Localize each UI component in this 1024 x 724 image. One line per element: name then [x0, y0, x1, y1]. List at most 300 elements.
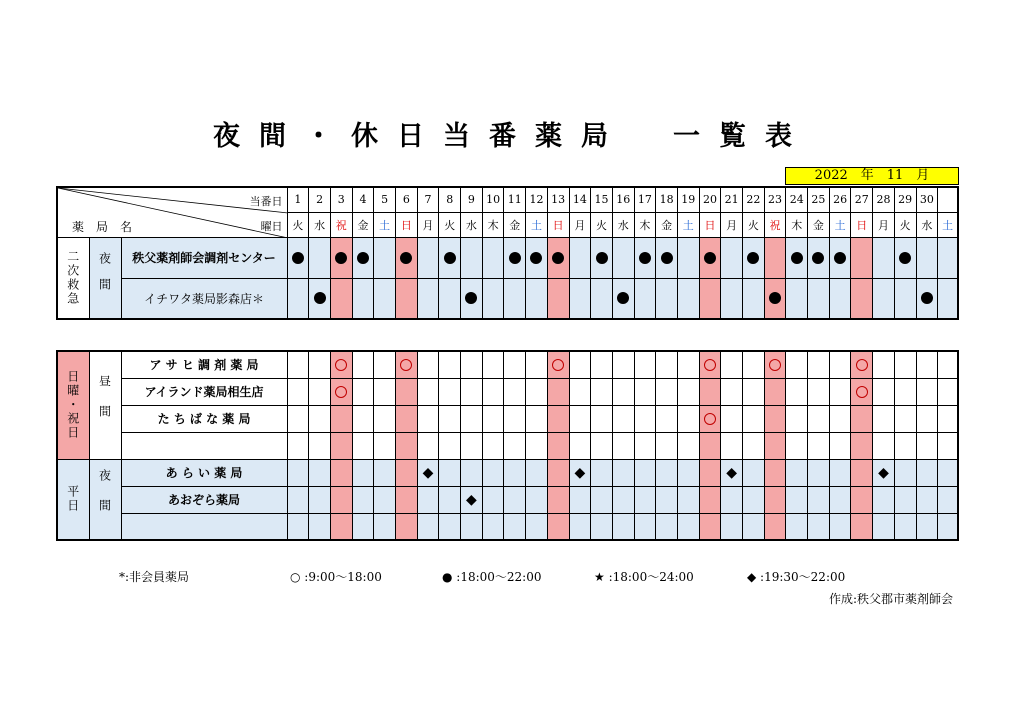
- schedule-cell: [352, 432, 374, 459]
- schedule-cell: [374, 459, 396, 486]
- schedule-cell: [894, 351, 916, 378]
- schedule-cell: [699, 378, 721, 405]
- weekday-cell: 土: [677, 212, 699, 237]
- schedule-cell: [569, 378, 591, 405]
- day-number: 8: [439, 187, 461, 212]
- schedule-cell: [764, 237, 786, 278]
- duty-mark: [856, 357, 868, 373]
- schedule-cell: [287, 278, 309, 319]
- schedule-cell: [873, 405, 895, 432]
- day-number: 23: [764, 187, 786, 212]
- pharmacy-name: イチワタ薬局影森店＊: [121, 278, 287, 319]
- duty-mark: [509, 250, 521, 266]
- schedule-cell: [764, 513, 786, 540]
- schedule-cell: [677, 513, 699, 540]
- day-number: 10: [482, 187, 504, 212]
- schedule-cell: [569, 405, 591, 432]
- day-number: 18: [656, 187, 678, 212]
- schedule-cell: [851, 432, 873, 459]
- weekday-cell: 木: [482, 212, 504, 237]
- schedule-cell: [656, 486, 678, 513]
- schedule-cell: [938, 378, 958, 405]
- weekday-cell: 金: [656, 212, 678, 237]
- schedule-cell: [656, 278, 678, 319]
- schedule-cell: [309, 278, 331, 319]
- schedule-cell: [634, 405, 656, 432]
- schedule-cell: [504, 405, 526, 432]
- schedule-cell: [482, 278, 504, 319]
- schedule-cell: [439, 237, 461, 278]
- weekday-cell: 水: [309, 212, 331, 237]
- schedule-cell: [504, 486, 526, 513]
- schedule-cell: [526, 278, 548, 319]
- schedule-cell: [938, 513, 958, 540]
- schedule-cell: [417, 237, 439, 278]
- schedule-cell: [808, 513, 830, 540]
- schedule-cell: [461, 459, 483, 486]
- weekday-category-text: 平日: [65, 485, 80, 514]
- weekday-cell: 土: [374, 212, 396, 237]
- schedule-cell: [894, 278, 916, 319]
- schedule-cell: [699, 486, 721, 513]
- schedule-cell: [851, 513, 873, 540]
- schedule-cell: [699, 432, 721, 459]
- pharmacy-name: た ち ば な 薬 局: [121, 405, 287, 432]
- schedule-cell: [764, 432, 786, 459]
- emergency-period-text: 夜間: [97, 251, 112, 304]
- schedule-cell: [829, 513, 851, 540]
- holiday-period: [89, 351, 121, 459]
- schedule-cell: [916, 486, 938, 513]
- day-number: 26: [829, 187, 851, 212]
- schedule-cell: [743, 237, 765, 278]
- schedule-cell: [851, 278, 873, 319]
- schedule-cell: [287, 513, 309, 540]
- schedule-cell: [526, 237, 548, 278]
- schedule-cell: [547, 432, 569, 459]
- schedule-cell: [461, 513, 483, 540]
- schedule-cell: [396, 405, 418, 432]
- day-number: 7: [417, 187, 439, 212]
- day-number: 27: [851, 187, 873, 212]
- pharmacy-name-label: 薬局名: [72, 220, 145, 234]
- day-number: 3: [330, 187, 352, 212]
- duty-mark: [639, 250, 651, 266]
- schedule-cell: [330, 378, 352, 405]
- schedule-cell: [656, 378, 678, 405]
- duty-day-label: 当番日: [249, 195, 283, 208]
- legend-nonmember: *:非会員薬局: [119, 570, 190, 584]
- schedule-cell: [330, 486, 352, 513]
- schedule-cell: [591, 278, 613, 319]
- schedule-cell: [808, 351, 830, 378]
- day-number: 1: [287, 187, 309, 212]
- duty-mark: [400, 357, 412, 373]
- weekday-cell: 月: [721, 212, 743, 237]
- weekday-cell: 祝: [764, 212, 786, 237]
- schedule-cell: [482, 486, 504, 513]
- holiday-category: [57, 351, 89, 459]
- schedule-cell: [396, 278, 418, 319]
- schedule-cell: [808, 405, 830, 432]
- legend-diamond: ◆ :19:30～22:00: [747, 570, 846, 584]
- schedule-cell: [330, 405, 352, 432]
- schedule-cell: [829, 459, 851, 486]
- schedule-cell: [439, 432, 461, 459]
- schedule-cell: [396, 459, 418, 486]
- schedule-cell: [591, 432, 613, 459]
- schedule-cell: [808, 459, 830, 486]
- weekday-cell: 水: [916, 212, 938, 237]
- schedule-cell: [764, 486, 786, 513]
- schedule-cell: [938, 486, 958, 513]
- weekday-cell: 祝: [330, 212, 352, 237]
- schedule-cell: [851, 486, 873, 513]
- schedule-cell: [764, 278, 786, 319]
- weekday-cell: 月: [417, 212, 439, 237]
- schedule-cell: [287, 378, 309, 405]
- duty-mark: [617, 290, 629, 306]
- duty-mark: [335, 357, 347, 373]
- schedule-cell: [461, 351, 483, 378]
- schedule-cell: [808, 486, 830, 513]
- schedule-cell: [938, 278, 958, 319]
- schedule-cell: [873, 432, 895, 459]
- duty-mark: ◆: [466, 491, 477, 508]
- schedule-cell: [699, 351, 721, 378]
- schedule-cell: [612, 351, 634, 378]
- day-number: 24: [786, 187, 808, 212]
- schedule-cell: [634, 486, 656, 513]
- schedule-cell: [808, 237, 830, 278]
- schedule-cell: [287, 432, 309, 459]
- header-diagonal-cell: [57, 187, 287, 237]
- schedule-cell: [699, 237, 721, 278]
- schedule-cell: [352, 405, 374, 432]
- schedule-cell: [851, 459, 873, 486]
- schedule-cell: [352, 237, 374, 278]
- weekday-cell: 木: [634, 212, 656, 237]
- schedule-cell: [677, 237, 699, 278]
- duty-mark: [357, 250, 369, 266]
- weekday-cell: 金: [352, 212, 374, 237]
- schedule-cell: [330, 459, 352, 486]
- schedule-cell: [417, 378, 439, 405]
- schedule-cell: [591, 513, 613, 540]
- schedule-cell: [547, 351, 569, 378]
- schedule-cell: [721, 378, 743, 405]
- schedule-cell: [482, 405, 504, 432]
- schedule-cell: [916, 378, 938, 405]
- schedule-cell: [374, 432, 396, 459]
- schedule-cell: [547, 459, 569, 486]
- schedule-cell: [396, 513, 418, 540]
- schedule-cell: [938, 459, 958, 486]
- schedule-cell: [547, 405, 569, 432]
- schedule-cell: [352, 351, 374, 378]
- schedule-cell: [374, 405, 396, 432]
- schedule-cell: [396, 237, 418, 278]
- weekday-label: 曜日: [260, 220, 283, 233]
- schedule-cell: [504, 237, 526, 278]
- schedule-cell: [309, 405, 331, 432]
- schedule-cell: [526, 432, 548, 459]
- weekday-cell: 日: [699, 212, 721, 237]
- schedule-cell: [309, 378, 331, 405]
- legend-circle: ○ :9:00～18:00: [290, 570, 382, 584]
- weekday-cell: 土: [829, 212, 851, 237]
- schedule-cell: [439, 378, 461, 405]
- schedule-cell: [829, 405, 851, 432]
- schedule-cell: [721, 486, 743, 513]
- duty-mark: [400, 250, 412, 266]
- schedule-cell: [873, 486, 895, 513]
- schedule-cell: [309, 432, 331, 459]
- page-title: 夜間・休日当番薬局 一覧表: [213, 121, 811, 152]
- schedule-cell: [656, 405, 678, 432]
- duty-mark: [856, 384, 868, 400]
- schedule-cell: [374, 378, 396, 405]
- weekday-cell: 月: [873, 212, 895, 237]
- schedule-cell: [287, 351, 309, 378]
- schedule-cell: [547, 278, 569, 319]
- emergency-period: [89, 237, 121, 319]
- emergency-category-text: 二次救急: [65, 249, 80, 306]
- schedule-cell: [309, 237, 331, 278]
- schedule-cell: [569, 486, 591, 513]
- schedule-cell: [829, 351, 851, 378]
- schedule-cell: [482, 237, 504, 278]
- day-number: 13: [547, 187, 569, 212]
- schedule-cell: [612, 378, 634, 405]
- schedule-cell: [396, 432, 418, 459]
- duty-mark: [335, 250, 347, 266]
- schedule-cell: [764, 378, 786, 405]
- schedule-cell: [894, 432, 916, 459]
- duty-mark: [596, 250, 608, 266]
- schedule-cell: [591, 378, 613, 405]
- schedule-cell: [743, 378, 765, 405]
- schedule-cell: [439, 486, 461, 513]
- year-month-label: 2022 年 11 月: [785, 167, 959, 185]
- pharmacy-name: アイランド薬局相生店: [121, 378, 287, 405]
- pharmacy-name: ア サ ヒ 調 剤 薬 局: [121, 351, 287, 378]
- schedule-cell: [743, 405, 765, 432]
- schedule-cell: [677, 378, 699, 405]
- duty-mark: [530, 250, 542, 266]
- schedule-cell: [829, 378, 851, 405]
- duty-mark: ◆: [422, 464, 434, 481]
- schedule-cell: [829, 486, 851, 513]
- day-number: 9: [461, 187, 483, 212]
- schedule-cell: [439, 459, 461, 486]
- schedule-cell: [764, 351, 786, 378]
- schedule-cell: [569, 513, 591, 540]
- schedule-cell: [547, 237, 569, 278]
- schedule-cell: [526, 513, 548, 540]
- schedule-cell: [916, 237, 938, 278]
- schedule-cell: [482, 432, 504, 459]
- schedule-cell: [526, 351, 548, 378]
- schedule-cell: [330, 278, 352, 319]
- schedule-cell: [374, 513, 396, 540]
- schedule-cell: [634, 459, 656, 486]
- schedule-cell: [504, 378, 526, 405]
- duty-mark: [769, 357, 781, 373]
- schedule-cell: [699, 278, 721, 319]
- schedule-cell: [916, 351, 938, 378]
- schedule-cell: [634, 378, 656, 405]
- schedule-cell: [656, 513, 678, 540]
- schedule-cell: [634, 237, 656, 278]
- schedule-cell: [656, 432, 678, 459]
- schedule-cell: [894, 513, 916, 540]
- day-number: 2: [309, 187, 331, 212]
- weekday-cell: 土: [938, 212, 958, 237]
- schedule-cell: [417, 513, 439, 540]
- duty-mark: [834, 250, 846, 266]
- day-number: 15: [591, 187, 613, 212]
- pharmacy-name: [121, 513, 287, 540]
- schedule-cell: [894, 459, 916, 486]
- schedule-cell: [482, 378, 504, 405]
- weekday-period-text: 夜間: [97, 469, 112, 530]
- schedule-cell: [417, 278, 439, 319]
- duty-mark: [292, 250, 304, 266]
- schedule-cell: [677, 351, 699, 378]
- duty-mark: [661, 250, 673, 266]
- weekday-cell: 火: [894, 212, 916, 237]
- schedule-cell: [938, 351, 958, 378]
- schedule-cell: [309, 351, 331, 378]
- schedule-cell: [309, 459, 331, 486]
- schedule-cell: [352, 513, 374, 540]
- schedule-cell: [721, 459, 743, 486]
- duty-mark: [465, 290, 477, 306]
- schedule-cell: [721, 278, 743, 319]
- duty-mark: [704, 411, 716, 427]
- schedule-cell: [591, 237, 613, 278]
- weekday-period: [89, 459, 121, 540]
- schedule-cell: [547, 486, 569, 513]
- schedule-cell: [526, 378, 548, 405]
- weekday-cell: 火: [743, 212, 765, 237]
- schedule-cell: [851, 351, 873, 378]
- schedule-cell: [786, 486, 808, 513]
- schedule-cell: [352, 378, 374, 405]
- duty-mark: [812, 250, 824, 266]
- schedule-cell: [656, 351, 678, 378]
- weekday-cell: 木: [786, 212, 808, 237]
- schedule-cell: [721, 432, 743, 459]
- schedule-cell: [873, 459, 895, 486]
- day-number: 21: [721, 187, 743, 212]
- schedule-cell: [829, 278, 851, 319]
- duty-mark: [921, 290, 933, 306]
- schedule-cell: [526, 405, 548, 432]
- schedule-cell: [569, 432, 591, 459]
- day-number: 30: [916, 187, 938, 212]
- schedule-cell: [374, 351, 396, 378]
- schedule-cell: [743, 351, 765, 378]
- weekday-cell: 日: [396, 212, 418, 237]
- duty-mark: [899, 250, 911, 266]
- emergency-category: [57, 237, 89, 319]
- schedule-cell: [591, 459, 613, 486]
- schedule-cell: [569, 237, 591, 278]
- day-number: 19: [677, 187, 699, 212]
- schedule-cell: [504, 459, 526, 486]
- schedule-cell: [396, 351, 418, 378]
- duty-mark: [791, 250, 803, 266]
- duty-mark: [747, 250, 759, 266]
- schedule-cell: [352, 278, 374, 319]
- schedule-cell: [287, 237, 309, 278]
- schedule-cell: [873, 378, 895, 405]
- schedule-cell: [894, 237, 916, 278]
- day-number: 22: [743, 187, 765, 212]
- pharmacy-name: あおぞら薬局: [121, 486, 287, 513]
- schedule-cell: [309, 486, 331, 513]
- schedule-cell: [461, 237, 483, 278]
- duty-mark: [704, 357, 716, 373]
- schedule-cell: [808, 378, 830, 405]
- schedule-cell: [352, 486, 374, 513]
- schedule-cell: [439, 351, 461, 378]
- weekday-cell: 金: [504, 212, 526, 237]
- schedule-cell: [699, 405, 721, 432]
- schedule-cell: [743, 486, 765, 513]
- schedule-cell: [938, 432, 958, 459]
- day-number: 12: [526, 187, 548, 212]
- schedule-cell: [743, 432, 765, 459]
- schedule-cell: [634, 278, 656, 319]
- schedule-cell: [829, 237, 851, 278]
- schedule-cell: [916, 459, 938, 486]
- schedule-cell: [504, 432, 526, 459]
- schedule-cell: [786, 278, 808, 319]
- schedule-cell: [786, 432, 808, 459]
- schedule-cell: [569, 278, 591, 319]
- schedule-cell: [417, 351, 439, 378]
- schedule-cell: [547, 513, 569, 540]
- holiday-weekday-table: [56, 350, 959, 541]
- schedule-cell: [482, 459, 504, 486]
- weekday-cell: 日: [851, 212, 873, 237]
- day-number: 17: [634, 187, 656, 212]
- schedule-cell: [656, 459, 678, 486]
- duty-mark: ◆: [878, 464, 889, 481]
- schedule-cell: [396, 378, 418, 405]
- schedule-cell: [894, 405, 916, 432]
- schedule-cell: [873, 237, 895, 278]
- schedule-cell: [873, 351, 895, 378]
- holiday-category-text: 日曜・祝日: [65, 370, 80, 441]
- schedule-cell: [938, 405, 958, 432]
- schedule-cell: [743, 513, 765, 540]
- legend-dot: ● :18:00～22:00: [442, 570, 542, 584]
- schedule-cell: [374, 486, 396, 513]
- schedule-cell: [851, 237, 873, 278]
- schedule-cell: [677, 405, 699, 432]
- schedule-cell: [591, 486, 613, 513]
- schedule-cell: [591, 405, 613, 432]
- schedule-cell: [851, 405, 873, 432]
- schedule-cell: [829, 432, 851, 459]
- schedule-cell: [504, 513, 526, 540]
- schedule-cell: [374, 237, 396, 278]
- schedule-cell: [916, 432, 938, 459]
